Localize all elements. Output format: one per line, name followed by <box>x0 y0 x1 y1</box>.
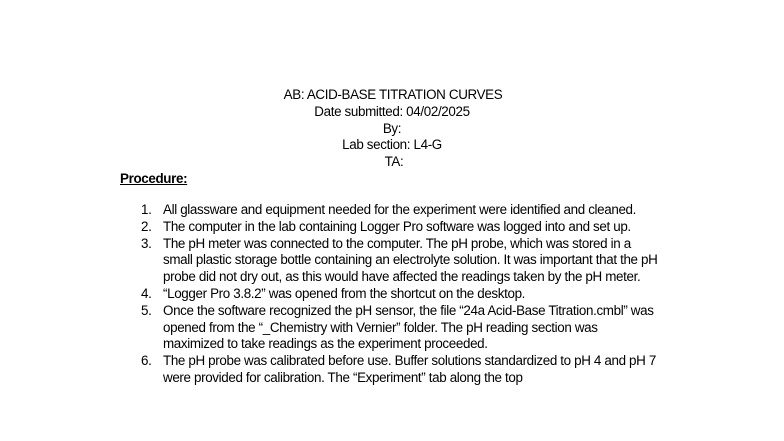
step-text: The pH probe was calibrated before use. Buffer solutions standardized to pH 4 and pH 7 were provided for calibration. The “Experiment” tab along the top <box>163 353 656 385</box>
step-text: “Logger Pro 3.8.2” was opened from the shortcut on the desktop. <box>163 285 526 301</box>
procedure-step <box>0 202 658 219</box>
lab-section: Lab section: L4-G <box>342 137 442 153</box>
step-number: 4. <box>141 285 152 301</box>
procedure-step <box>0 353 658 387</box>
step-number: 5. <box>141 302 152 318</box>
report-title: AB: ACID-BASE TITRATION CURVES <box>283 87 503 102</box>
procedure-step <box>0 236 658 286</box>
author-line: By: <box>382 120 402 136</box>
procedure-list <box>0 202 784 387</box>
procedure-heading: Procedure: <box>120 171 188 186</box>
step-number: 1. <box>141 202 152 217</box>
procedure-step <box>0 303 658 353</box>
step-number: 3. <box>141 235 152 251</box>
step-text: The computer in the lab containing Logger Pro software was logged into and set up. <box>163 218 631 234</box>
report-header <box>0 87 784 171</box>
ta-line: TA: <box>384 154 404 170</box>
step-text: All glassware and equipment needed for the experiment were identified and cleaned. <box>163 202 637 217</box>
date-submitted: Date submitted: 04/02/2025 <box>314 103 470 119</box>
procedure-step <box>0 286 658 303</box>
step-text: Once the software recognized the pH sensor, the file “24a Acid-Base Titration.cmbl” was opened from the “_Chemistry with Vernier” folder. The pH reading section was maximized to take readings as the experiment proceeded. <box>163 302 654 352</box>
step-text: The pH meter was connected to the computer. The pH probe, which was stored in a small plastic storage bottle containing an electrolyte solution. It was important that the pH probe did not dry out, as this would have affected the readings taken by the pH meter. <box>163 235 658 285</box>
step-number: 2. <box>141 218 152 234</box>
step-number: 6. <box>141 353 152 369</box>
procedure-step <box>0 219 658 236</box>
